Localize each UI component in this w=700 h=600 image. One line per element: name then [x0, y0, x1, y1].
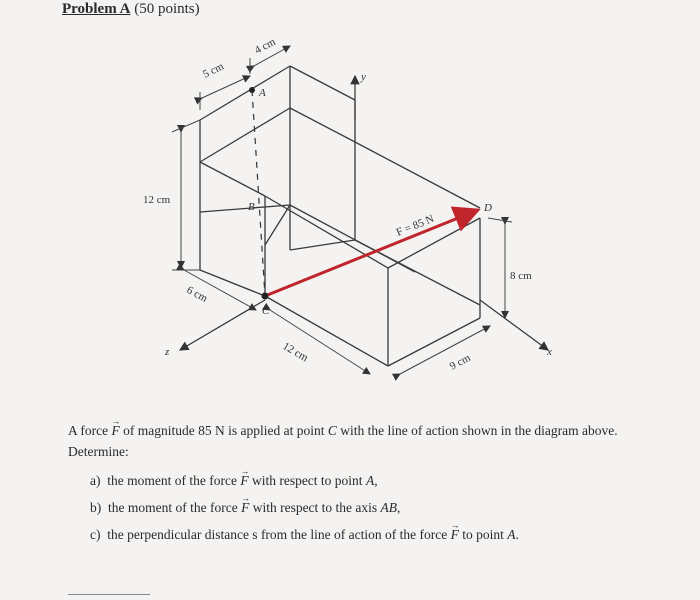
problem-intro: A force → F of magnitude 85 N is applied at point C with the line of action shown in the diagram above. Determine:	[68, 420, 653, 462]
point-a-dot	[249, 87, 255, 93]
point-a-label: A	[259, 87, 266, 99]
x-axis	[480, 300, 548, 350]
point-b-label: B	[248, 201, 255, 213]
question-parts	[90, 470, 653, 545]
problem-statement	[68, 420, 653, 551]
dim-4cm-label: 4 cm	[252, 35, 278, 57]
axis-y-label: y	[361, 71, 366, 83]
question-part-c: c) the perpendicular distance s from the line of action of the force → F to point A.	[90, 524, 653, 545]
question-part-b: b) the moment of the force → F with respect to the axis AB,	[90, 497, 653, 518]
bottom-divider	[68, 594, 150, 595]
point-d-label: D	[484, 202, 492, 214]
axis-z-label: z	[165, 346, 170, 358]
dim-8cm-label: 8 cm	[510, 270, 532, 282]
dim-5cm-label: 5 cm	[201, 60, 226, 81]
problem-title: Problem A	[62, 1, 131, 17]
dim-12cm-vertical-label: 12 cm	[143, 194, 171, 206]
point-c-label: C	[262, 305, 270, 317]
force-magnitude-label: F = 85 N	[394, 212, 436, 239]
dim-12cm-bottom-label: 12 cm	[280, 340, 311, 365]
problem-points: (50 points)	[134, 1, 200, 17]
block-frame	[200, 66, 480, 366]
question-part-a: a) the moment of the force → F with respect to point A,	[90, 470, 653, 491]
dim-6cm-label: 6 cm	[184, 284, 210, 305]
dim-9cm-label: 9 cm	[447, 351, 473, 373]
point-c-dot	[262, 293, 269, 300]
force-vector	[265, 210, 478, 296]
axis-x-label: x	[547, 346, 552, 358]
force-vector-symbol: → F	[111, 420, 119, 441]
